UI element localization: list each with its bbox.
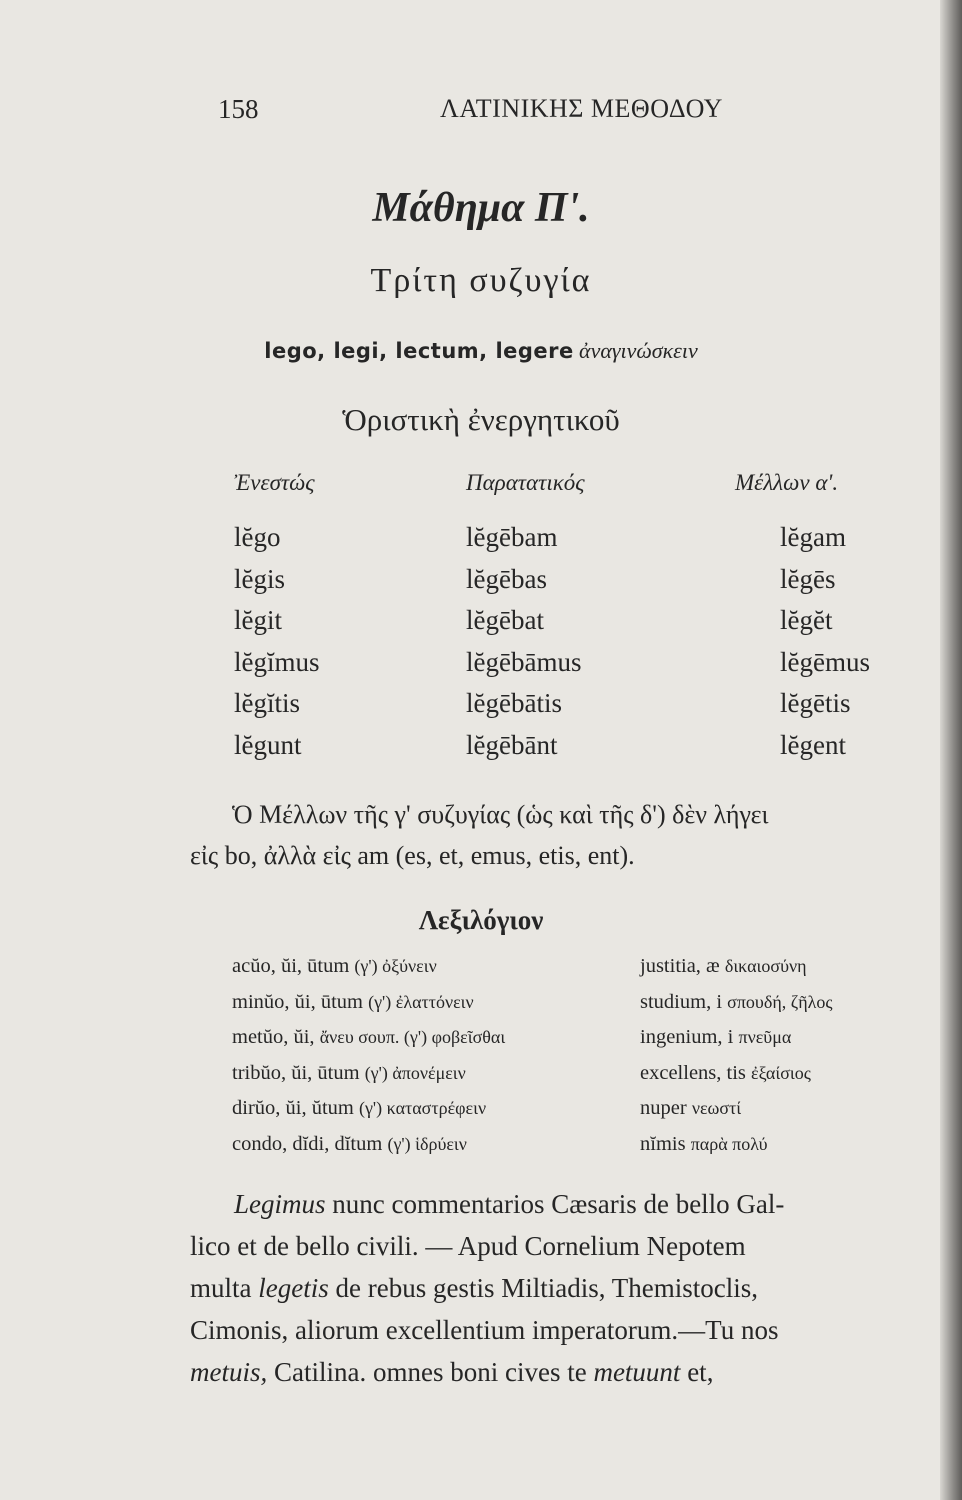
latin-term: excellens, tis	[640, 1061, 746, 1084]
verb-form: lĕgis	[234, 563, 285, 594]
reading-line	[190, 1309, 945, 1351]
verb-form: lĕgĭmus	[234, 646, 320, 677]
verb-form: lĕgunt	[234, 729, 302, 760]
greek-gloss: πνεῦμα	[738, 1027, 792, 1047]
latin-term: studium, i	[640, 990, 723, 1013]
verb-form: lĕgētis	[780, 688, 851, 719]
greek-gloss: (γ') ἐλαττόνειν	[368, 991, 474, 1012]
verb-form: lĕgĕt	[780, 605, 833, 636]
latin-term: dirŭo, ŭi, ŭtum	[232, 1097, 354, 1119]
latin-term: ingenium, i	[640, 1026, 734, 1048]
latin-term: tribŭo, ŭi, ūtum	[232, 1061, 360, 1084]
note-line: Ὁ Μέλλων τῆς γ' συζυγίας (ὡς καὶ τῆς δ') δὲν λήγει	[232, 800, 769, 829]
reading-text: nunc commentarios Cæsaris de bello Gal-	[325, 1189, 785, 1219]
vocabulary-title: Λεξιλόγιον	[418, 905, 544, 935]
conjugation-title: Τρίτη συζυγία	[370, 262, 592, 299]
latin-term: justitia, æ	[640, 955, 720, 977]
reading-italic: metuis,	[190, 1357, 268, 1387]
greek-gloss: ἐξαίσιος	[751, 1062, 811, 1083]
paradigm-column-present	[234, 470, 320, 772]
verb-form: lĕgit	[234, 605, 282, 636]
reading-italic: metuunt	[593, 1357, 681, 1387]
lesson-title: Μάθημα Π'.	[372, 185, 590, 231]
vocabulary-entry	[232, 1062, 505, 1098]
vocabulary-entry	[640, 955, 832, 991]
principal-parts	[0, 338, 962, 364]
greek-gloss: (γ') καταστρέφειν	[358, 1098, 487, 1118]
latin-term: condo, dĭdi, dĭtum	[232, 1132, 383, 1155]
reading-text: multa	[190, 1273, 259, 1303]
verb-form: lĕgēbat	[466, 605, 544, 636]
reading-text: Cimonis, aliorum excellentium imperatorum.—Tu nos	[190, 1315, 779, 1345]
latin-term: acŭo, ŭi, ūtum	[232, 955, 350, 977]
reading-line	[190, 1351, 945, 1393]
verb-form: lĕgēbānt	[466, 729, 558, 760]
vocabulary-entry	[232, 1097, 505, 1133]
verb-form: lĕgent	[780, 729, 846, 760]
reading-text: de rebus gestis Miltiadis, Themistoclis,	[328, 1273, 758, 1303]
latin-term: metŭo, ŭi,	[232, 1026, 315, 1048]
latin-term: nĭmis	[640, 1132, 686, 1155]
verb-form: lĕgam	[780, 522, 846, 552]
vocabulary-left-column	[232, 955, 505, 1168]
reading-italic: legetis	[258, 1273, 329, 1303]
greek-gloss: (γ') ἀπονέμειν	[364, 1062, 466, 1083]
greek-gloss: (γ') ὀξύνειν	[354, 956, 437, 976]
greek-gloss: δικαιοσύνη	[724, 956, 807, 976]
principal-parts-latin: lego, legi, lectum, legere	[264, 339, 574, 363]
greek-gloss: ἄνευ σουπ. (γ') φοβεῖσθαι	[319, 1027, 506, 1047]
vocabulary-entry	[640, 1097, 832, 1133]
future-note	[190, 794, 940, 876]
column-heading: Μέλλων α'.	[735, 470, 839, 495]
principal-parts-greek: ἀναγινώσκειν	[579, 338, 698, 363]
greek-gloss: παρὰ πολύ	[690, 1133, 768, 1154]
reading-text: Catilina. omnes boni cives te	[267, 1357, 594, 1387]
column-heading: Παρατατικός	[466, 470, 585, 495]
greek-gloss: (γ') ἱδρύειν	[387, 1133, 467, 1154]
vocabulary-right-column	[640, 955, 832, 1168]
reading-line	[190, 1267, 945, 1309]
paradigm-column-future	[735, 470, 870, 772]
reading-italic: Legimus	[234, 1189, 326, 1219]
verb-form: lĕgēbāmus	[466, 646, 582, 677]
greek-gloss: σπουδή, ζῆλος	[727, 991, 833, 1012]
verb-form: lĕgēmus	[780, 646, 870, 677]
vocabulary-entry	[232, 955, 505, 991]
running-header	[0, 94, 962, 134]
verb-form: lĕgēbam	[466, 522, 558, 552]
reading-line	[190, 1225, 945, 1267]
vocabulary-entry	[640, 1062, 832, 1098]
vocabulary-entry	[640, 991, 832, 1027]
verb-form: lĕgēbātis	[466, 688, 562, 719]
greek-gloss: νεωστί	[691, 1098, 742, 1118]
reading-text: et,	[680, 1357, 714, 1387]
vocabulary-entry	[232, 1133, 505, 1169]
paradigm-column-imperfect	[466, 470, 585, 772]
page-number: 158	[218, 94, 259, 124]
verb-form: lĕgēs	[780, 563, 836, 594]
verb-form: lĕgĭtis	[234, 688, 300, 719]
latin-term: nuper	[640, 1097, 687, 1119]
verb-form: lĕgo	[234, 522, 281, 552]
verb-form: lĕgēbas	[466, 563, 547, 594]
mood-title: Ὁριστικὴ ἐνεργητικοῦ	[342, 402, 620, 437]
column-heading: Ἐνεστώς	[234, 470, 315, 495]
reading-line	[190, 1183, 945, 1225]
vocabulary-entry	[232, 991, 505, 1027]
latin-term: minŭo, ŭi, ūtum	[232, 990, 363, 1013]
vocabulary-entry	[640, 1133, 832, 1169]
vocabulary-entry	[640, 1026, 832, 1062]
reading-text: lico et de bello civili. — Apud Cornelium Nepotem	[190, 1231, 746, 1261]
running-title: ΛΑΤΙΝΙΚΗΣ ΜΕΘΟΔΟΥ	[440, 94, 723, 123]
reading-passage	[190, 1183, 945, 1393]
note-line: εἰς bo, ἀλλὰ εἰς am (es, et, emus, etis, ent).	[190, 841, 635, 870]
vocabulary-entry	[232, 1026, 505, 1062]
